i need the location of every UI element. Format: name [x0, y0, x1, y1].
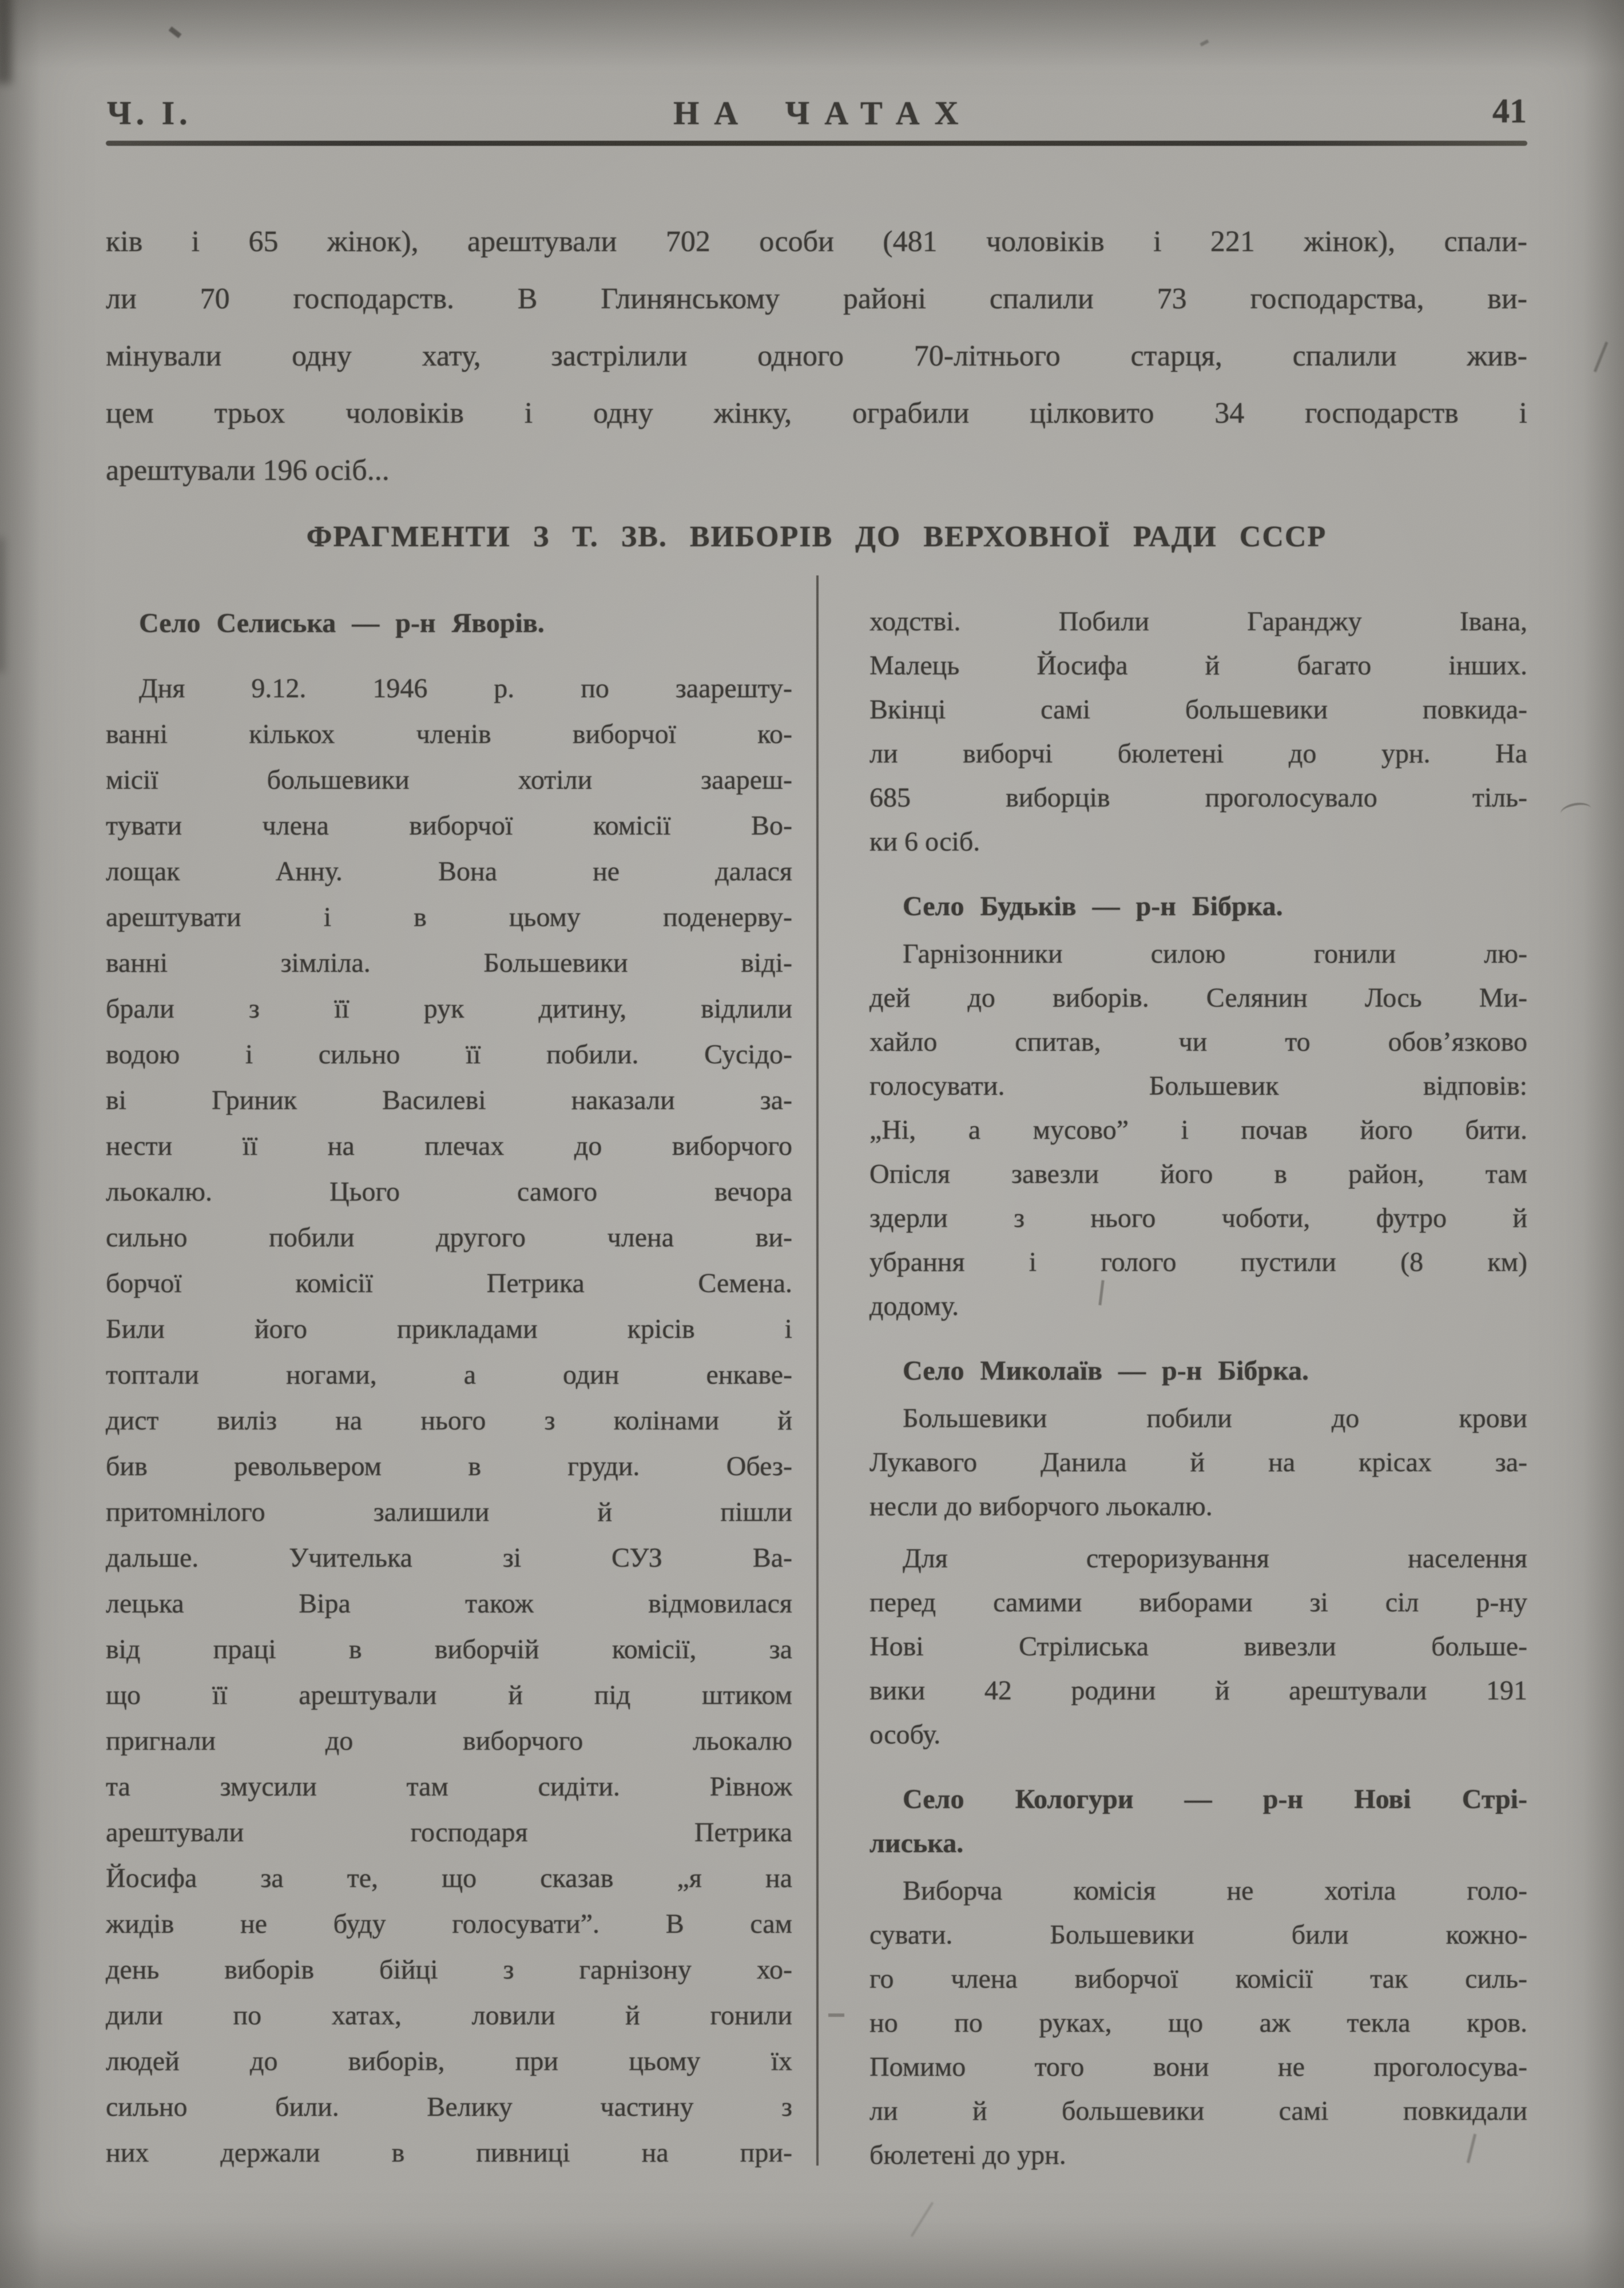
village-heading-mykolaiv: Село Миколаїв — р-н Бібрка.: [903, 1356, 1309, 1386]
text-line: Большевики побили до крови: [903, 1403, 1527, 1433]
text-line: нести її на плечах до виборчого: [106, 1131, 792, 1161]
header-rule: [106, 141, 1527, 146]
text-line: Йосифа за те, що сказав „я на: [106, 1863, 792, 1893]
text-line: ванні кількох членів виборчої ко-: [106, 719, 792, 749]
village-heading-kolohury: [869, 1777, 1527, 1865]
text-line: Опісля завезли його в район, там: [869, 1159, 1527, 1189]
text-line: ванні зімліла. Большевики віді-: [106, 948, 792, 978]
text-line: льокалю. Цього самого вечора: [106, 1177, 792, 1207]
text-line: водою і сильно її побили. Сусідо-: [106, 1039, 792, 1070]
text-line: Били його прикладами крісів і: [106, 1314, 792, 1344]
paragraph-mykolaiv: [869, 1396, 1527, 1528]
text-line: брали з її рук дитину, відлили: [106, 994, 792, 1024]
text-line: несли до виборчого льокалю.: [869, 1491, 1213, 1522]
text-line: дист виліз на нього з колінами й: [106, 1405, 792, 1436]
text-line: ходстві. Побили Гаранджу Івана,: [869, 606, 1527, 637]
text-line: ків і 65 жінок), арештували 702 особи (481 чоловіків і 221 жінок), спали-: [106, 225, 1527, 258]
text-line: Нові Стрілиська вивезли больше-: [869, 1631, 1527, 1662]
text-line: дей до виборів. Селянин Лось Ми-: [869, 983, 1527, 1013]
text-line: арештувати і в цьому поденерву-: [106, 902, 792, 932]
paragraph-terror: [869, 1536, 1527, 1757]
text-line: Лукавого Данила й на крісах за-: [869, 1447, 1527, 1477]
text-line: притомнілого залишили й пішли: [106, 1497, 792, 1527]
text-line: що її арештували й під штиком: [106, 1680, 792, 1710]
issue-label: Ч. І.: [107, 94, 192, 132]
scan-scratch: [911, 2202, 934, 2237]
paragraph-selyska-continuation: [869, 599, 1527, 864]
section-title: ФРАГМЕНТИ З Т. ЗВ. ВИБОРІВ ДО ВЕРХОВНОЇ РАДИ СССР: [306, 521, 1327, 553]
text-line: сильно побили другого члена ви-: [106, 1222, 792, 1253]
text-line: бив револьвером в груди. Обез-: [106, 1451, 792, 1481]
text-line: ли й большевики самі повкидали: [869, 2096, 1527, 2126]
text-line: місії большевики хотіли заареш-: [106, 765, 792, 795]
text-line: Виборча комісія не хотіла голо-: [903, 1876, 1527, 1906]
text-line: них держали в пивниці на при-: [106, 2138, 792, 2168]
text-line: лиська.: [869, 1828, 964, 1858]
text-line: борчої комісії Петрика Семена.: [106, 1268, 792, 1298]
text-line: дили по хатах, ловили й гонили: [106, 2000, 792, 2031]
text-line: сильно били. Велику частину з: [106, 2092, 792, 2122]
text-line: жидів не буду голосувати”. В сам: [106, 1909, 792, 1939]
text-line: пригнали до виборчого льокалю: [106, 1726, 792, 1756]
text-line: додому.: [869, 1291, 959, 1321]
page-header: [0, 0, 1624, 141]
text-line: сувати. Большевики били кожно-: [869, 1920, 1527, 1950]
text-line: Малець Йосифа й багато інших.: [869, 650, 1527, 681]
paragraph-budkiv: [869, 932, 1527, 1328]
text-line: Гарнізонники силою гонили лю-: [903, 939, 1527, 969]
text-line: топтали ногами, а один енкаве-: [106, 1360, 792, 1390]
text-line: лецька Віра також відмовилася: [106, 1588, 792, 1619]
text-line: го члена виборчої комісії так силь-: [869, 1964, 1527, 1994]
text-line: Вкінці самі большевики повкида-: [869, 694, 1527, 725]
text-line: Село Кологури — р-н Нові Стрі-: [903, 1784, 1527, 1814]
text-line: Дня 9.12. 1946 р. по заарешту-: [139, 673, 792, 704]
village-heading-budkiv: Село Будьків — р-н Бібрка.: [903, 891, 1283, 921]
text-line: ві Гриник Василеві наказали за-: [106, 1085, 792, 1115]
text-line: вики 42 родини й арештували 191: [869, 1675, 1527, 1706]
text-line: бюлетені до урн.: [869, 2140, 1066, 2170]
intro-paragraph: [106, 213, 1527, 499]
text-line: хайло спитав, чи то обов’язково: [869, 1027, 1527, 1057]
village-heading-selyska: Село Селиська — р-н Яворів.: [139, 608, 545, 638]
text-line: Помимо того вони не проголосува-: [869, 2052, 1527, 2082]
text-line: цем трьох чоловіків і одну жінку, ограбили цілковито 34 господарств і: [106, 397, 1527, 430]
text-line: ли виборчі бюлетені до урн. На: [869, 738, 1527, 769]
text-line: но по руках, що аж текла кров.: [869, 2008, 1527, 2038]
text-line: день виборів бійці з гарнізону хо-: [106, 1955, 792, 1985]
text-line: особу.: [869, 1719, 941, 1750]
text-line: арештували 196 осіб...: [106, 454, 390, 487]
text-line: дальше. Учителька зі СУЗ Ва-: [106, 1543, 792, 1573]
text-line: арештували господаря Петрика: [106, 1817, 792, 1848]
two-column-layout: [0, 599, 1624, 2177]
text-line: Для стероризування населення: [903, 1543, 1527, 1574]
page-number: 41: [1492, 92, 1527, 130]
text-line: людей до виборів, при цьому їх: [106, 2046, 792, 2076]
paragraph-selyska: [106, 666, 792, 2176]
journal-title: НА ЧАТАХ: [673, 94, 974, 132]
text-line: 685 виборців проголосувало тіль-: [869, 782, 1527, 813]
right-column: [869, 599, 1527, 2177]
text-line: убрання і голого пустили (8 км): [869, 1247, 1527, 1277]
text-line: мінували одну хату, застрілили одного 70-літнього старця, спалили жив-: [106, 340, 1527, 372]
text-line: тувати члена виборчої комісії Во-: [106, 811, 792, 841]
paragraph-kolohury: [869, 1869, 1527, 2177]
text-line: ки 6 осіб.: [869, 827, 980, 857]
left-column: [106, 599, 792, 2177]
column-divider: [816, 575, 819, 2166]
text-line: голосувати. Большевик відповів:: [869, 1071, 1527, 1101]
text-line: ли 70 господарств. В Глинянському районі спалили 73 господарства, ви-: [106, 283, 1527, 315]
text-line: лощак Анну. Вона не далася: [106, 856, 792, 887]
text-line: „Ні, а мусово” і почав його бити.: [869, 1115, 1527, 1145]
text-line: здерли з нього чоботи, футро й: [869, 1203, 1527, 1233]
text-line: від праці в виборчій комісії, за: [106, 1634, 792, 1665]
text-line: перед самими виборами зі сіл р-ну: [869, 1587, 1527, 1618]
text-line: та змусили там сидіти. Рівнож: [106, 1771, 792, 1802]
